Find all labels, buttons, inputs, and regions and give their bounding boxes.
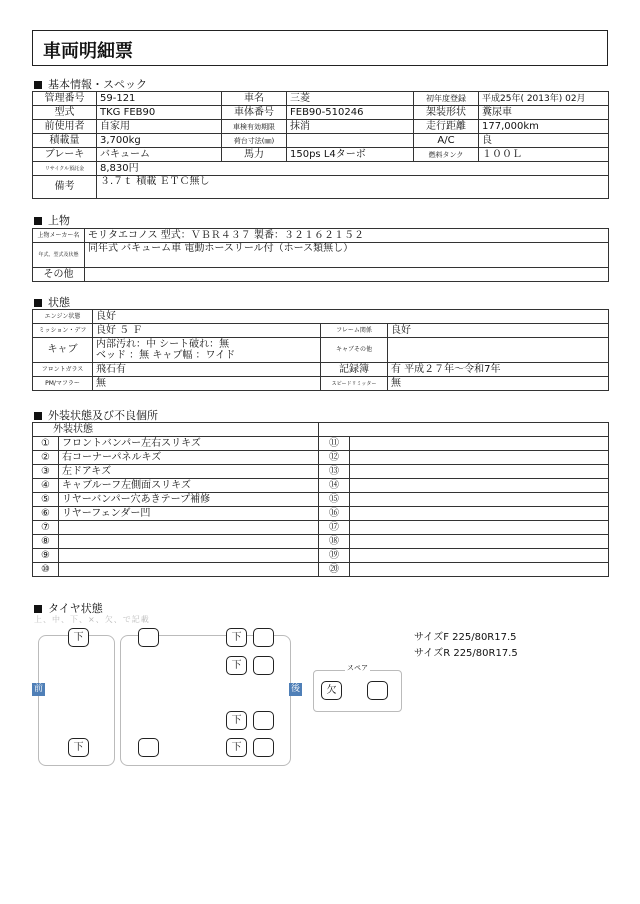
table-row — [33, 243, 609, 268]
tire-rear-l3[interactable]: 下 — [226, 656, 247, 675]
damage-text — [350, 563, 609, 577]
value-cell: １００Ｌ — [479, 148, 609, 162]
value-cell: 良好 ５ Ｆ — [93, 324, 321, 338]
table-row — [33, 92, 609, 106]
label-cell: 車体番号 — [222, 106, 287, 120]
value-cell: ３.７ｔ 積載 ＥＴＣ無し — [97, 176, 609, 199]
table-row — [33, 451, 609, 465]
damage-text — [350, 493, 609, 507]
damage-text — [350, 507, 609, 521]
label-cell: 車検有効期限 — [222, 120, 287, 134]
damage-text — [59, 521, 319, 535]
label-cell: キャブその他 — [321, 338, 388, 363]
table-row — [33, 479, 609, 493]
square-bullet-icon — [34, 299, 42, 307]
damage-number: ⑯ — [319, 507, 350, 521]
table-row — [33, 338, 609, 363]
table-row — [33, 120, 609, 134]
value-cell: 3,700kg — [97, 134, 222, 148]
label-cell: 前使用者 — [33, 120, 97, 134]
damage-number: ③ — [33, 465, 59, 479]
exterior-header: 外装状態 — [33, 423, 319, 437]
label-cell: ブレーキ — [33, 148, 97, 162]
value-cell: 有 平成２７年～令和7年 — [388, 363, 609, 377]
table-row — [33, 148, 609, 162]
label-cell: 管理番号 — [33, 92, 97, 106]
label-cell: 走行距離 — [414, 120, 479, 134]
spare-label: スペア — [347, 664, 368, 672]
section-basic-heading: 基本情報・スペック — [34, 76, 147, 92]
table-row — [33, 162, 609, 176]
table-row — [33, 377, 609, 391]
label-cell: その他 — [33, 268, 85, 282]
damage-text: キャブルーフ左側面スリキズ — [59, 479, 319, 493]
exterior-table — [32, 422, 609, 577]
damage-number: ⑦ — [33, 521, 59, 535]
damage-number: ① — [33, 437, 59, 451]
square-bullet-icon — [34, 81, 42, 89]
label-cell: スピードリミッター — [321, 377, 388, 391]
table-row — [33, 507, 609, 521]
value-cell: 飛石有 — [93, 363, 321, 377]
damage-text — [350, 535, 609, 549]
damage-number: ② — [33, 451, 59, 465]
label-cell: 積載量 — [33, 134, 97, 148]
damage-number: ⑱ — [319, 535, 350, 549]
damage-text — [350, 465, 609, 479]
value-cell: モリタエコノス 型式：ＶＢＲ４３７ 製番：３２１６２１５２ — [85, 229, 609, 243]
table-row — [33, 310, 609, 324]
damage-number: ⑳ — [319, 563, 350, 577]
damage-text — [350, 437, 609, 451]
label-cell: 上物メーカー名 — [33, 229, 85, 243]
value-cell: 自家用 — [97, 120, 222, 134]
label-cell: 車名 — [222, 92, 287, 106]
table-row — [33, 176, 609, 199]
cab-line-2: ベッド ：無 キャブ幅 ：ワイド — [96, 350, 236, 361]
label-cell: 型式 — [33, 106, 97, 120]
square-bullet-icon — [34, 605, 42, 613]
damage-number: ⑤ — [33, 493, 59, 507]
damage-number: ⑰ — [319, 521, 350, 535]
cab-line-1: 内部汚れ：中 シート破れ：無 — [96, 339, 230, 350]
damage-number: ⑩ — [33, 563, 59, 577]
value-cell: 59-121 — [97, 92, 222, 106]
table-row — [33, 363, 609, 377]
label-cell: 馬力 — [222, 148, 287, 162]
label-cell: 初年度登録 — [414, 92, 479, 106]
value-cell: 抹消 — [287, 120, 414, 134]
table-row — [33, 268, 609, 282]
table-row — [33, 106, 609, 120]
exterior-header-blank — [319, 423, 609, 437]
damage-number: ⑲ — [319, 549, 350, 563]
value-cell — [93, 338, 321, 363]
tire-size-rear: サイズR 225/80R17.5 — [414, 648, 518, 659]
tire-rear-r4[interactable] — [253, 738, 274, 757]
section-tire-heading: タイヤ状態 — [34, 600, 103, 616]
label-cell: リサイクル預託金 — [33, 162, 97, 176]
damage-text — [350, 549, 609, 563]
label-cell: 荷台寸法(㎜) — [222, 134, 287, 148]
value-cell: 三菱 — [287, 92, 414, 106]
label-cell: 年式、型式及状態 — [33, 243, 85, 268]
value-cell: TKG FEB90 — [97, 106, 222, 120]
label-cell: 記録簿 — [321, 363, 388, 377]
value-cell: 良好 — [93, 310, 609, 324]
tire-rear-r1[interactable]: 下 — [226, 711, 247, 730]
damage-number: ⑧ — [33, 535, 59, 549]
label-cell: キャブ — [33, 338, 93, 363]
tire-front-right[interactable]: 下 — [68, 738, 89, 757]
damage-number: ⑪ — [319, 437, 350, 451]
label-cell: 燃料タンク — [414, 148, 479, 162]
label-cell: PM/マフラー — [33, 377, 93, 391]
value-cell: バキューム — [97, 148, 222, 162]
damage-number: ⑨ — [33, 549, 59, 563]
value-cell — [85, 268, 609, 282]
damage-number: ⑭ — [319, 479, 350, 493]
tire-rear-r2[interactable] — [253, 711, 274, 730]
table-row — [33, 535, 609, 549]
front-label: 前 — [33, 684, 43, 694]
damage-number: ⑬ — [319, 465, 350, 479]
value-cell: FEB90-510246 — [287, 106, 414, 120]
table-row — [33, 229, 609, 243]
damage-text: 左ドアキズ — [59, 465, 319, 479]
basic-info-table — [32, 91, 609, 199]
table-row — [33, 423, 609, 437]
value-cell: 良好 — [388, 324, 609, 338]
label-cell: エンジン状態 — [33, 310, 93, 324]
damage-number: ⑫ — [319, 451, 350, 465]
table-row — [33, 437, 609, 451]
square-bullet-icon — [34, 217, 42, 225]
damage-text — [59, 563, 319, 577]
tire-size-front: サイズF 225/80R17.5 — [414, 632, 517, 643]
label-cell: 架装形状 — [414, 106, 479, 120]
value-cell: 良 — [479, 134, 609, 148]
tire-cab-mid-left[interactable] — [138, 628, 159, 647]
value-cell: 糞尿車 — [479, 106, 609, 120]
damage-text — [350, 521, 609, 535]
upper-body-table — [32, 228, 609, 282]
table-row — [33, 563, 609, 577]
condition-table — [32, 309, 609, 391]
value-cell: 平成25年( 2013年) 02月 — [479, 92, 609, 106]
square-bullet-icon — [34, 412, 42, 420]
document-title: 車両明細票 — [43, 41, 133, 62]
damage-text — [350, 451, 609, 465]
tire-cab-mid-right[interactable] — [138, 738, 159, 757]
tire-front-left[interactable]: 下 — [68, 628, 89, 647]
value-cell: 150ps L4ターボ — [287, 148, 414, 162]
title-box — [32, 30, 608, 66]
tire-rear-r3[interactable]: 下 — [226, 738, 247, 757]
damage-number: ④ — [33, 479, 59, 493]
table-row — [33, 134, 609, 148]
damage-number: ⑥ — [33, 507, 59, 521]
value-cell: 無 — [93, 377, 321, 391]
table-row — [33, 493, 609, 507]
table-row — [33, 465, 609, 479]
value-cell — [287, 134, 414, 148]
damage-text: 右コーナーパネルキズ — [59, 451, 319, 465]
damage-text: リヤーバンパー穴あきテープ補修 — [59, 493, 319, 507]
label-cell: ミッション・デフ — [33, 324, 93, 338]
tire-rear-l2[interactable] — [253, 628, 274, 647]
damage-text — [59, 535, 319, 549]
value-cell: 177,000km — [479, 120, 609, 134]
label-cell: フロントガラス — [33, 363, 93, 377]
tire-rear-l4[interactable] — [253, 656, 274, 675]
damage-number: ⑮ — [319, 493, 350, 507]
section-exterior-heading: 外装状態及び不良個所 — [34, 407, 158, 423]
label-cell: フレーム関係 — [321, 324, 388, 338]
section-condition-heading: 状態 — [34, 294, 70, 310]
value-cell — [388, 338, 609, 363]
value-cell: 8,830円 — [97, 162, 609, 176]
rear-label: 後 — [290, 684, 300, 694]
value-cell: 同年式 バキューム車 電動ホースリール付（ホース類無し） — [85, 243, 609, 268]
table-row — [33, 324, 609, 338]
label-cell: A/C — [414, 134, 479, 148]
tire-hint: 上、中、下、×、欠、で記載 — [34, 615, 150, 624]
table-row — [33, 521, 609, 535]
tire-spare-1[interactable]: 欠 — [321, 681, 342, 700]
tire-rear-l1[interactable]: 下 — [226, 628, 247, 647]
damage-text: リヤーフェンダー凹 — [59, 507, 319, 521]
tire-spare-2[interactable] — [367, 681, 388, 700]
damage-text — [350, 479, 609, 493]
table-row — [33, 549, 609, 563]
value-cell: 無 — [388, 377, 609, 391]
section-upper-heading: 上物 — [34, 212, 70, 228]
damage-text — [59, 549, 319, 563]
label-cell: 備考 — [33, 176, 97, 199]
damage-text: フロントバンパー左右スリキズ — [59, 437, 319, 451]
